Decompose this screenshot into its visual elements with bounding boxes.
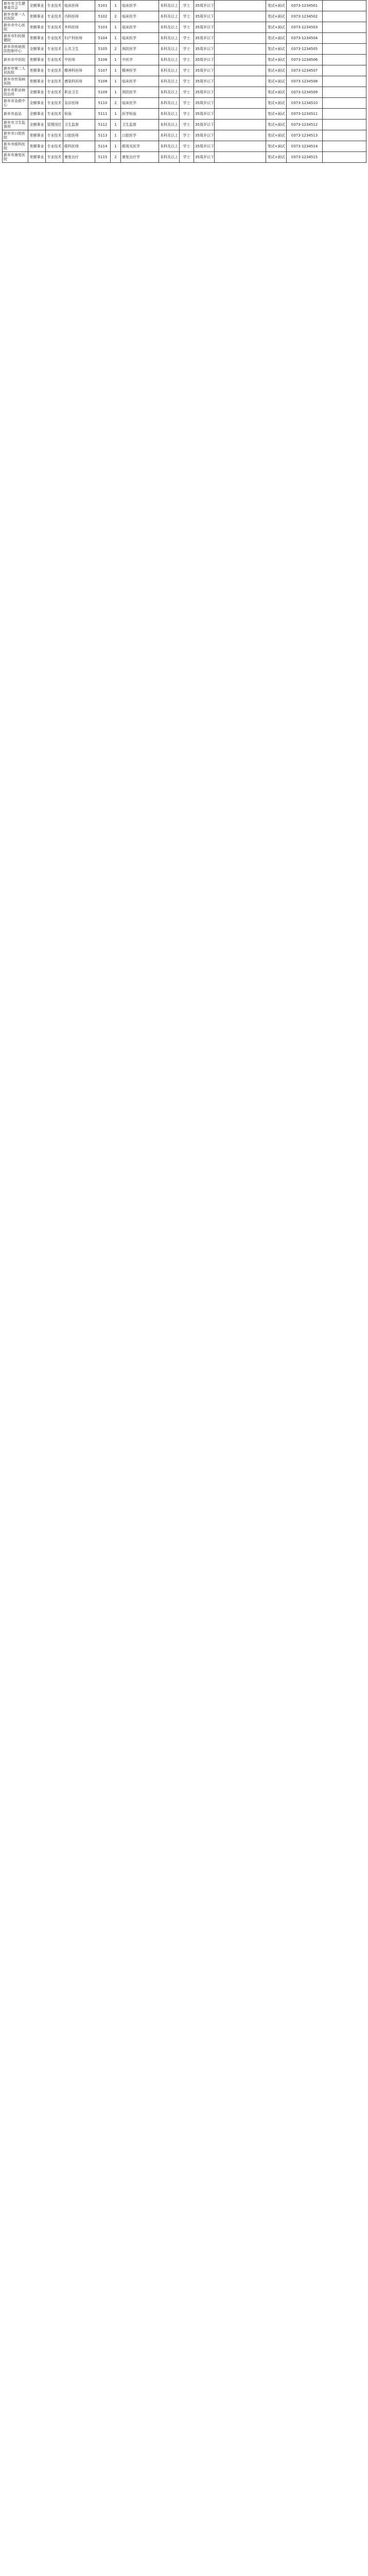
cell-age: 35周岁以下 xyxy=(194,55,215,65)
cell-num: 1 xyxy=(111,1,121,11)
cell-note xyxy=(323,22,366,33)
cell-major: 康复治疗学 xyxy=(121,152,159,163)
cell-post: 精神科医师 xyxy=(63,65,95,76)
cell-type: 差额事业 xyxy=(28,141,46,152)
cell-age: 35周岁以下 xyxy=(194,98,215,109)
cell-type: 差额事业 xyxy=(28,22,46,33)
cell-code: 5101 xyxy=(95,1,111,11)
cell-age: 35周岁以下 xyxy=(194,65,215,76)
cell-code: 5110 xyxy=(95,98,111,109)
cell-major: 临床医学 xyxy=(121,33,159,44)
cell-post: 卫生监督 xyxy=(63,120,95,130)
cell-exam: 笔试+面试 xyxy=(266,55,287,65)
cell-tel: 0373-1234508 xyxy=(287,76,323,87)
cell-edu: 本科及以上 xyxy=(159,130,180,141)
cell-dept: 新乡市卫生监督所 xyxy=(3,120,28,130)
cell-age: 35周岁以下 xyxy=(194,76,215,87)
cell-edu: 本科及以上 xyxy=(159,141,180,152)
cell-dept: 新乡市中医院 xyxy=(3,55,28,65)
cell-tel: 0373-1234505 xyxy=(287,44,323,55)
cell-deg: 学士 xyxy=(180,11,194,22)
cell-dept: 新乡市血站 xyxy=(3,109,28,120)
cell-cond xyxy=(215,22,266,33)
cell-edu: 本科及以上 xyxy=(159,76,180,87)
table-row xyxy=(3,130,366,141)
table-body xyxy=(3,1,366,163)
cell-age: 35周岁以下 xyxy=(194,109,215,120)
cell-edu: 本科及以上 xyxy=(159,33,180,44)
cell-cat: 专业技术 xyxy=(46,11,63,22)
cell-code: 5107 xyxy=(95,65,111,76)
cell-type: 差额事业 xyxy=(28,33,46,44)
cell-deg: 学士 xyxy=(180,76,194,87)
cell-tel: 0373-1234512 xyxy=(287,120,323,130)
cell-dept: 新乡市眼科医院 xyxy=(3,141,28,152)
table-row xyxy=(3,152,366,163)
cell-exam: 笔试+面试 xyxy=(266,87,287,98)
cell-code: 5103 xyxy=(95,22,111,33)
cell-deg: 学士 xyxy=(180,55,194,65)
cell-post: 感染科医师 xyxy=(63,76,95,87)
cell-deg: 学士 xyxy=(180,44,194,55)
cell-type: 全额事业 xyxy=(28,44,46,55)
table-row xyxy=(3,141,366,152)
cell-post: 眼科医师 xyxy=(63,141,95,152)
cell-cond xyxy=(215,65,266,76)
cell-cat: 专业技术 xyxy=(46,44,63,55)
cell-type: 差额事业 xyxy=(28,11,46,22)
cell-exam: 笔试+面试 xyxy=(266,76,287,87)
cell-note xyxy=(323,44,366,55)
cell-major: 预防医学 xyxy=(121,44,159,55)
cell-edu: 本科及以上 xyxy=(159,87,180,98)
cell-deg: 学士 xyxy=(180,141,194,152)
cell-note xyxy=(323,65,366,76)
cell-code: 5112 xyxy=(95,120,111,130)
cell-tel: 0373-1234509 xyxy=(287,87,323,98)
cell-major: 临床医学 xyxy=(121,1,159,11)
cell-edu: 本科及以上 xyxy=(159,55,180,65)
cell-age: 35周岁以下 xyxy=(194,87,215,98)
cell-cat: 专业技术 xyxy=(46,152,63,163)
cell-edu: 本科及以上 xyxy=(159,44,180,55)
cell-age: 35周岁以下 xyxy=(194,44,215,55)
cell-note xyxy=(323,130,366,141)
cell-num: 1 xyxy=(111,22,121,33)
cell-num: 2 xyxy=(111,152,121,163)
cell-deg: 学士 xyxy=(180,152,194,163)
cell-cat: 专业技术 xyxy=(46,22,63,33)
table-row xyxy=(3,120,366,130)
cell-note xyxy=(323,87,366,98)
cell-num: 1 xyxy=(111,65,121,76)
cell-post: 内科医师 xyxy=(63,11,95,22)
table-row xyxy=(3,109,366,120)
cell-major: 医学检验 xyxy=(121,109,159,120)
cell-cond xyxy=(215,44,266,55)
table-row xyxy=(3,22,366,33)
recruitment-table xyxy=(2,0,366,163)
cell-tel: 0373-1234502 xyxy=(287,11,323,22)
cell-deg: 学士 xyxy=(180,65,194,76)
cell-exam: 笔试+面试 xyxy=(266,152,287,163)
cell-cat: 专业技术 xyxy=(46,33,63,44)
cell-num: 2 xyxy=(111,11,121,22)
cell-code: 5109 xyxy=(95,87,111,98)
cell-deg: 学士 xyxy=(180,22,194,33)
cell-post: 职业卫生 xyxy=(63,87,95,98)
cell-edu: 本科及以上 xyxy=(159,1,180,11)
cell-type: 差额事业 xyxy=(28,65,46,76)
cell-exam: 笔试+面试 xyxy=(266,65,287,76)
cell-cond xyxy=(215,33,266,44)
cell-major: 口腔医学 xyxy=(121,130,159,141)
cell-num: 1 xyxy=(111,120,121,130)
cell-cond xyxy=(215,11,266,22)
cell-note xyxy=(323,55,366,65)
cell-post: 康复治疗 xyxy=(63,152,95,163)
cell-major: 中医学 xyxy=(121,55,159,65)
table-row xyxy=(3,33,366,44)
cell-code: 5113 xyxy=(95,130,111,141)
cell-cat: 专业技术 xyxy=(46,65,63,76)
cell-post: 妇产科医师 xyxy=(63,33,95,44)
cell-major: 临床医学 xyxy=(121,76,159,87)
table-row xyxy=(3,44,366,55)
cell-num: 2 xyxy=(111,98,121,109)
cell-code: 5102 xyxy=(95,11,111,22)
cell-num: 1 xyxy=(111,87,121,98)
cell-exam: 笔试+面试 xyxy=(266,120,287,130)
table-row xyxy=(3,11,366,22)
cell-edu: 本科及以上 xyxy=(159,98,180,109)
cell-exam: 笔试+面试 xyxy=(266,33,287,44)
cell-type: 差额事业 xyxy=(28,130,46,141)
cell-cond xyxy=(215,87,266,98)
cell-tel: 0373-1234501 xyxy=(287,1,323,11)
cell-age: 35周岁以下 xyxy=(194,120,215,130)
cell-cat: 管理岗位 xyxy=(46,120,63,130)
cell-deg: 学士 xyxy=(180,130,194,141)
cell-dept: 新乡市妇幼保健院 xyxy=(3,33,28,44)
cell-note xyxy=(323,98,366,109)
cell-tel: 0373-1234507 xyxy=(287,65,323,76)
cell-note xyxy=(323,11,366,22)
cell-exam: 笔试+面试 xyxy=(266,11,287,22)
cell-cat: 专业技术 xyxy=(46,109,63,120)
cell-cond xyxy=(215,120,266,130)
cell-dept: 新乡市职业病防治所 xyxy=(3,87,28,98)
cell-exam: 笔试+面试 xyxy=(266,109,287,120)
table-row xyxy=(3,98,366,109)
cell-deg: 学士 xyxy=(180,109,194,120)
cell-note xyxy=(323,33,366,44)
cell-num: 2 xyxy=(111,44,121,55)
cell-type: 差额事业 xyxy=(28,55,46,65)
cell-note xyxy=(323,76,366,87)
cell-dept: 新乡市第二人民医院 xyxy=(3,65,28,76)
cell-num: 1 xyxy=(111,76,121,87)
cell-age: 35周岁以下 xyxy=(194,130,215,141)
cell-cond xyxy=(215,109,266,120)
cell-code: 5108 xyxy=(95,76,111,87)
cell-age: 35周岁以下 xyxy=(194,141,215,152)
cell-type: 全额事业 xyxy=(28,109,46,120)
cell-code: 5106 xyxy=(95,55,111,65)
cell-exam: 笔试+面试 xyxy=(266,44,287,55)
cell-edu: 本科及以上 xyxy=(159,22,180,33)
cell-major: 精神医学 xyxy=(121,65,159,76)
cell-exam: 笔试+面试 xyxy=(266,130,287,141)
table-row xyxy=(3,87,366,98)
cell-cat: 专业技术 xyxy=(46,87,63,98)
cell-type: 全额事业 xyxy=(28,98,46,109)
cell-code: 5115 xyxy=(95,152,111,163)
cell-age: 35周岁以下 xyxy=(194,152,215,163)
cell-code: 5104 xyxy=(95,33,111,44)
cell-dept: 新乡市康复医院 xyxy=(3,152,28,163)
cell-dept: 新乡市传染病医院 xyxy=(3,76,28,87)
cell-major: 临床医学 xyxy=(121,22,159,33)
cell-tel: 0373-1234506 xyxy=(287,55,323,65)
cell-note xyxy=(323,1,366,11)
cell-note xyxy=(323,152,366,163)
cell-num: 1 xyxy=(111,55,121,65)
cell-code: 5114 xyxy=(95,141,111,152)
cell-major: 眼视光医学 xyxy=(121,141,159,152)
cell-cond xyxy=(215,98,266,109)
cell-type: 全额事业 xyxy=(28,120,46,130)
cell-type: 全额事业 xyxy=(28,87,46,98)
cell-exam: 笔试+面试 xyxy=(266,1,287,11)
cell-dept: 新乡市口腔医院 xyxy=(3,130,28,141)
cell-cond xyxy=(215,152,266,163)
cell-note xyxy=(323,141,366,152)
cell-type: 差额事业 xyxy=(28,76,46,87)
cell-code: 5105 xyxy=(95,44,111,55)
cell-num: 1 xyxy=(111,141,121,152)
cell-tel: 0373-1234515 xyxy=(287,152,323,163)
table-row xyxy=(3,76,366,87)
table-row xyxy=(3,65,366,76)
cell-type: 全额事业 xyxy=(28,1,46,11)
cell-deg: 学士 xyxy=(180,1,194,11)
cell-cat: 专业技术 xyxy=(46,130,63,141)
cell-major: 预防医学 xyxy=(121,87,159,98)
cell-cond xyxy=(215,76,266,87)
cell-edu: 本科及以上 xyxy=(159,65,180,76)
cell-type: 差额事业 xyxy=(28,152,46,163)
cell-post: 中医师 xyxy=(63,55,95,65)
cell-tel: 0373-1234511 xyxy=(287,109,323,120)
table-row xyxy=(3,55,366,65)
cell-edu: 本科及以上 xyxy=(159,11,180,22)
cell-post: 临床医师 xyxy=(63,1,95,11)
cell-major: 临床医学 xyxy=(121,98,159,109)
cell-post: 急诊医师 xyxy=(63,98,95,109)
cell-num: 1 xyxy=(111,130,121,141)
cell-post: 外科医师 xyxy=(63,22,95,33)
cell-cat: 专业技术 xyxy=(46,98,63,109)
cell-deg: 学士 xyxy=(180,33,194,44)
cell-deg: 学士 xyxy=(180,87,194,98)
cell-num: 1 xyxy=(111,33,121,44)
cell-cat: 专业技术 xyxy=(46,1,63,11)
cell-tel: 0373-1234504 xyxy=(287,33,323,44)
cell-cat: 专业技术 xyxy=(46,141,63,152)
cell-deg: 学士 xyxy=(180,98,194,109)
table-row xyxy=(3,1,366,11)
cell-dept: 新乡市第一人民医院 xyxy=(3,11,28,22)
cell-cond xyxy=(215,141,266,152)
cell-edu: 本科及以上 xyxy=(159,120,180,130)
cell-num: 1 xyxy=(111,109,121,120)
cell-age: 35周岁以下 xyxy=(194,1,215,11)
cell-tel: 0373-1234514 xyxy=(287,141,323,152)
cell-edu: 本科及以上 xyxy=(159,152,180,163)
cell-tel: 0373-1234503 xyxy=(287,22,323,33)
cell-dept: 新乡市卫生健康委员会 xyxy=(3,1,28,11)
cell-cond xyxy=(215,130,266,141)
cell-exam: 笔试+面试 xyxy=(266,98,287,109)
cell-post: 公共卫生 xyxy=(63,44,95,55)
cell-post: 检验 xyxy=(63,109,95,120)
cell-major: 临床医学 xyxy=(121,11,159,22)
cell-age: 35周岁以下 xyxy=(194,22,215,33)
cell-edu: 本科及以上 xyxy=(159,109,180,120)
cell-exam: 笔试+面试 xyxy=(266,141,287,152)
cell-major: 卫生监督 xyxy=(121,120,159,130)
cell-dept: 新乡市疾病预防控制中心 xyxy=(3,44,28,55)
cell-tel: 0373-1234510 xyxy=(287,98,323,109)
cell-cond xyxy=(215,1,266,11)
cell-cat: 专业技术 xyxy=(46,55,63,65)
cell-code: 5111 xyxy=(95,109,111,120)
cell-cat: 专业技术 xyxy=(46,76,63,87)
cell-post: 口腔医师 xyxy=(63,130,95,141)
cell-age: 35周岁以下 xyxy=(194,11,215,22)
cell-note xyxy=(323,109,366,120)
cell-dept: 新乡市急救中心 xyxy=(3,98,28,109)
cell-dept: 新乡市中心医院 xyxy=(3,22,28,33)
cell-cond xyxy=(215,55,266,65)
cell-note xyxy=(323,120,366,130)
cell-tel: 0373-1234513 xyxy=(287,130,323,141)
cell-age: 35周岁以下 xyxy=(194,33,215,44)
cell-deg: 学士 xyxy=(180,120,194,130)
cell-exam: 笔试+面试 xyxy=(266,22,287,33)
